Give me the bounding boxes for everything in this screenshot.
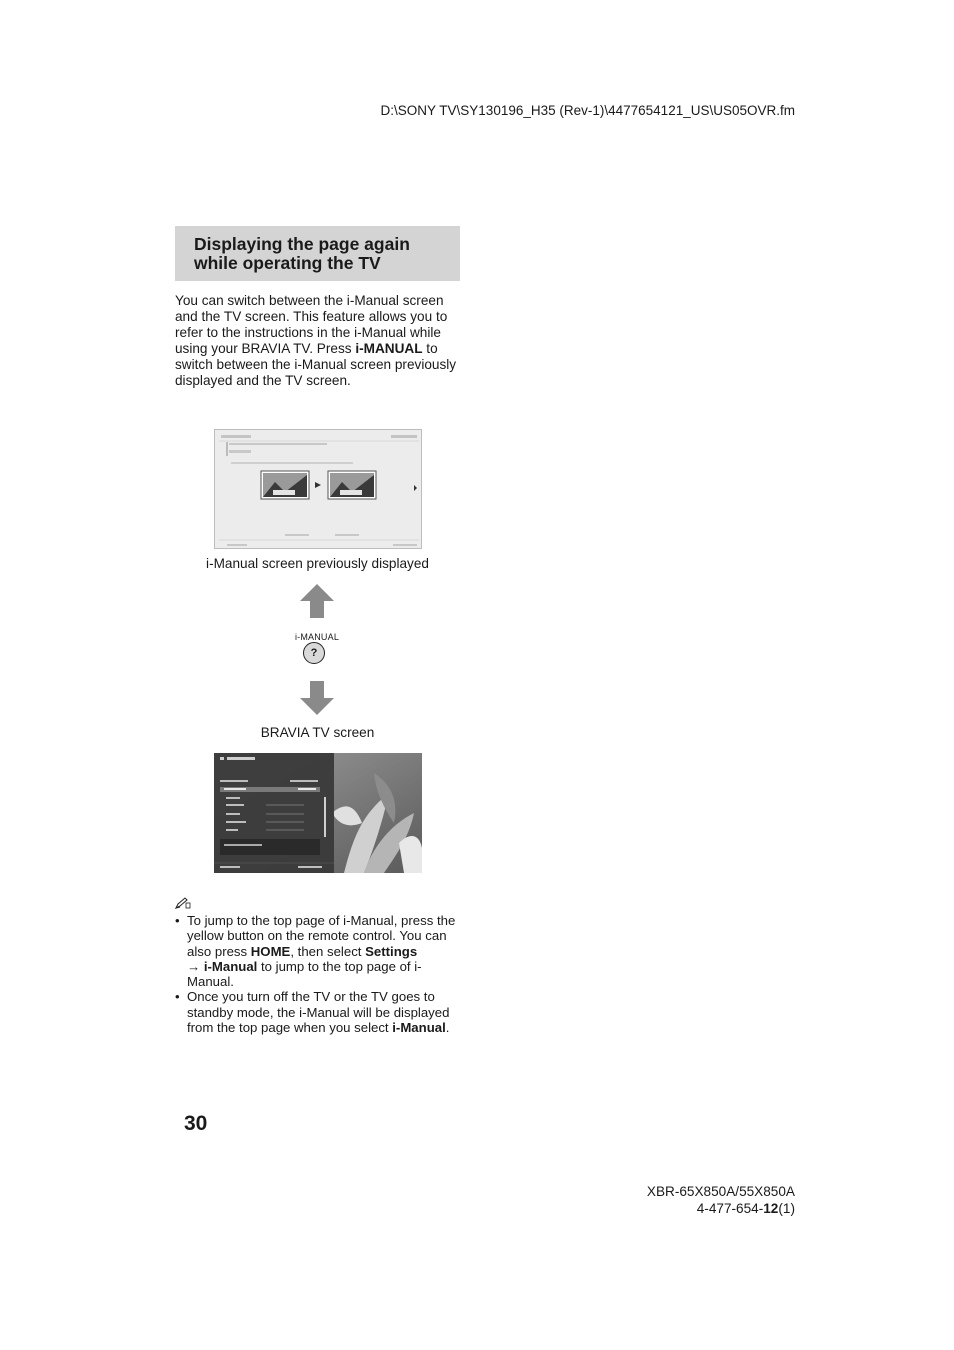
imanual-key-button: ? bbox=[303, 642, 325, 664]
body-text-2: to switch between the i-Manual screen previously displayed and the TV screen. bbox=[175, 341, 457, 388]
imanual-screen-illustration bbox=[215, 430, 422, 549]
note-text: . bbox=[445, 1020, 450, 1036]
bullet-icon: • bbox=[175, 913, 180, 928]
bullet-icon: • bbox=[175, 989, 180, 1005]
note-text: Once you turn off the TV or the TV goes to standby mode, the i-Manual will be displayed from the top page when you select bbox=[187, 989, 450, 1036]
heading-line-1: Displaying the page again bbox=[194, 234, 410, 254]
arrow-down-icon bbox=[300, 681, 334, 715]
arrow-right-icon: → bbox=[187, 958, 201, 974]
note-text: To jump to the top page of i-Manual, press the yellow button on the remote control. You can also press bbox=[187, 913, 456, 959]
note-text: , then select bbox=[290, 943, 366, 959]
arrow-up-icon bbox=[300, 584, 334, 618]
model-number: XBR-65X850A/55X850A bbox=[646, 1184, 795, 1199]
model-info bbox=[560, 1183, 795, 1217]
note-key-home: HOME bbox=[250, 943, 291, 959]
part-number-prefix: 4-477-654- bbox=[696, 1201, 764, 1216]
body-text-1: You can switch between the i-Manual screen and the TV screen. This feature allows you to refer to the instructions in the i-Manual while using your BRAVIA TV. Press bbox=[175, 293, 448, 356]
heading-line-2: while operating the TV bbox=[194, 253, 381, 273]
caption-imanual-screen: i-Manual screen previously displayed bbox=[206, 556, 429, 571]
file-path: D:\SONY TV\SY130196_H35 (Rev-1)\4477654121_US\US05OVR.fm bbox=[380, 103, 795, 118]
imanual-screen-image bbox=[214, 429, 422, 549]
part-number-rev: 12 bbox=[763, 1201, 779, 1216]
note-menu-settings: Settings bbox=[365, 943, 418, 959]
body-key-name: i-MANUAL bbox=[355, 341, 423, 356]
note-item bbox=[175, 989, 465, 1035]
section-body bbox=[175, 293, 463, 389]
notes-list bbox=[175, 913, 465, 1035]
part-number bbox=[560, 1200, 795, 1217]
part-number-suffix: (1) bbox=[778, 1201, 795, 1216]
caption-tv-screen: BRAVIA TV screen bbox=[260, 725, 375, 740]
note-text: to jump to the top page of i-Manual. bbox=[187, 958, 422, 990]
note-item bbox=[175, 913, 465, 989]
note-menu-imanual: i-Manual bbox=[392, 1020, 446, 1036]
note-menu-imanual: i-Manual bbox=[203, 958, 258, 974]
tv-screen-illustration bbox=[214, 753, 422, 873]
imanual-key-label: i-MANUAL bbox=[294, 632, 340, 642]
section-heading bbox=[194, 235, 456, 273]
bravia-tv-screen-image bbox=[214, 753, 422, 873]
note-pencil-icon bbox=[175, 897, 191, 909]
page-number: 30 bbox=[184, 1112, 208, 1135]
